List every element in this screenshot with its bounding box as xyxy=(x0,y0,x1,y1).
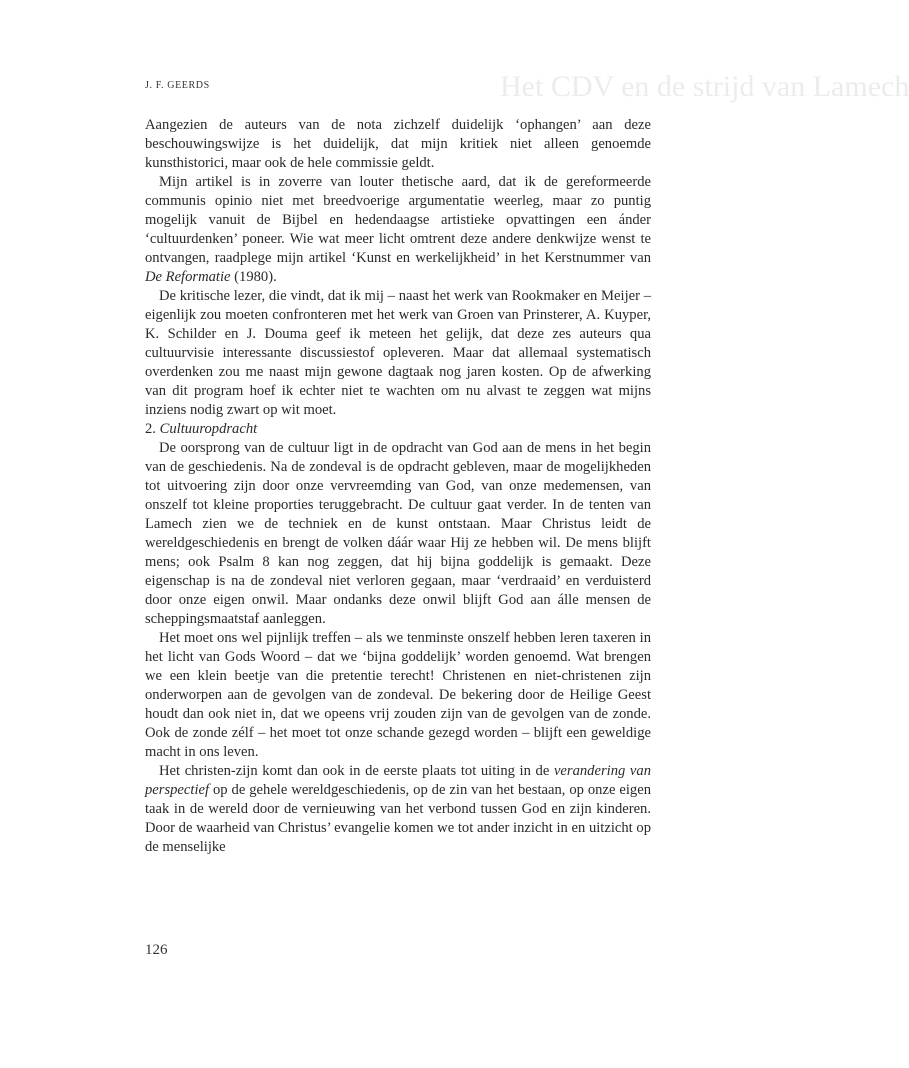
paragraph: De kritische lezer, die vindt, dat ik mij – naast het werk van Rookmaker en Meijer – eigenlijk zou moeten confronteren met het werk van Groen van Prinsterer, A. Kuyper, K. Schilder en J. Douma geef ik meteen het gelijk, dat deze zes auteurs qua cultuurvisie interessante discussiestof opleveren. Maar dat allemaal systematisch overdenken zou me naast mijn gewone dagtaak nog jaren kosten. Op de afwerking van dit program hoef ik echter niet te wachten om nu alvast te zeggen wat mijns inziens nodig zwart op wit moet. xyxy=(145,288,651,418)
paragraph: De oorsprong van de cultuur ligt in de opdracht van God aan de mens in het begin van de geschiedenis. Na de zondeval is de opdracht gebleven, maar de mogelijkheden tot uitvoering zijn door onze vervreemding van God, van onze medemensen, van onszelf tot kleine proporties teruggebracht. De cultuur gaat verder. In de tenten van Lamech zien we de techniek en de kunst ontstaan. Maar Christus leidt de wereldgeschiedenis en brengt de volken dáár waar Hij ze hebben wil. De mens blijft mens; ook Psalm 8 kan nog zeggen, dat hij bijna goddelijk is gemaakt. Deze eigenschap is na de zondeval niet verloren gegaan, maar ‘verdraaid’ en verduisterd door onze eigen onwil. Maar ondanks deze onwil blijft God aan álle mensen de scheppingsmaatstaf aanleggen. xyxy=(145,440,651,627)
paragraph: Het christen-zijn komt dan ook in de eerste plaats tot uiting in de verandering van perspectief op de gehele wereldgeschiedenis, op de zin van het bestaan, op onze eigen taak in de wereld door de vernieuwing van het verbond tussen God en zijn kinderen. Door de waarheid van Christus’ evangelie komen we tot ander inzicht in en uitzicht op de menselijke xyxy=(145,763,651,855)
paragraph: Aangezien de auteurs van de nota zichzelf duidelijk ‘ophangen’ aan deze beschouwingswijze is het duidelijk, dat mijn kritiek niet alleen genoemde kunsthistorici, maar ook de hele commissie geldt. xyxy=(145,117,651,171)
page-number: 126 xyxy=(145,942,168,958)
running-head: J. F. GEERDS xyxy=(145,80,210,91)
section-number: 2. xyxy=(145,421,156,437)
paragraph: Mijn artikel is in zoverre van louter thetische aard, dat ik de gereformeerde communis opinio niet met breedvoerige argumentatie weerleg, maar zo puntig mogelijk vanuit de Bijbel en hedendaagse artistieke opvattingen een ánder ‘cultuurdenken’ poneer. Wie wat meer licht omtrent deze andere denkwijze wenst te ontvangen, raadplege mijn artikel ‘Kunst en werkelijkheid’ in het Kerstnummer van De Reformatie (1980). xyxy=(145,174,651,285)
section-heading xyxy=(145,420,651,439)
emphasis: verandering van perspectief xyxy=(145,763,651,798)
bleed-through-text: Het CDV en de strijd van Lamech xyxy=(500,70,909,103)
journal-title: De Reformatie xyxy=(145,269,231,285)
paragraph: Het moet ons wel pijnlijk treffen – als we tenminste onszelf hebben leren taxeren in het licht van Gods Woord – dat we ‘bijna goddelijk’ worden genoemd. Wat brengen we een klein beetje van die pretentie terecht! Christenen en niet-christenen zijn onderworpen aan de gevolgen van de zondeval. De bekering door de Heilige Geest houdt dan ook niet in, dat we opeens vrij zouden zijn van de gevolgen van de zonde. Ook de zonde zélf – het moet tot onze schande gezegd worden – blijft een geweldige macht in ons leven. xyxy=(145,630,651,760)
body-text xyxy=(145,116,651,857)
section-title: Cultuuropdracht xyxy=(159,421,258,437)
